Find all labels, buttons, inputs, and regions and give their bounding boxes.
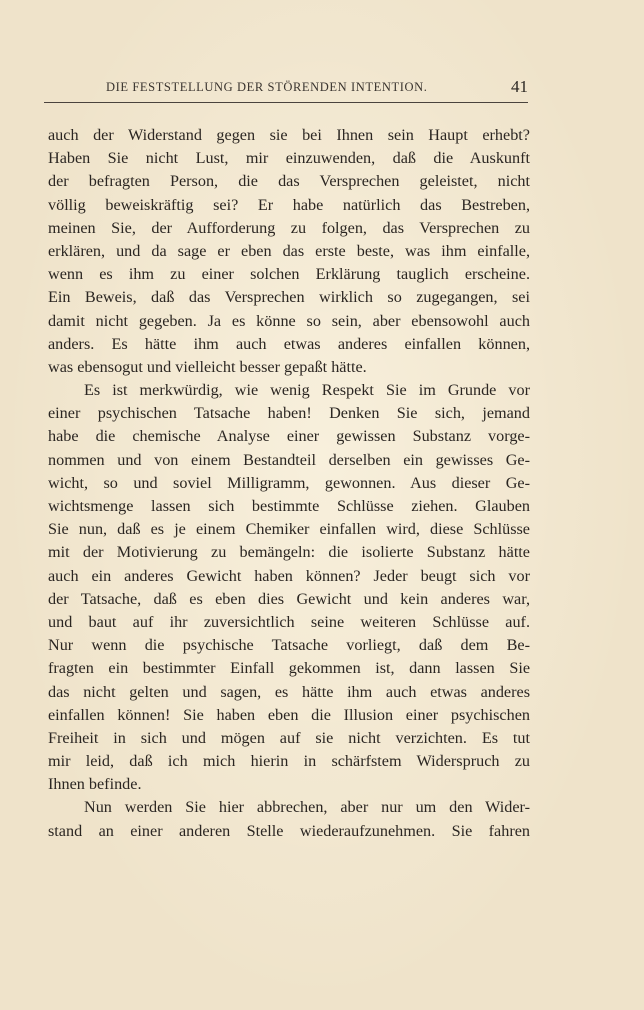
text-line: und baut auf ihr zuversichtlich seine weiteren Schlüsse auf.: [48, 612, 530, 631]
text-line: stand an einer anderen Stelle wiederaufzunehmen. Sie fahren: [48, 821, 530, 840]
text-line: auch ein anderes Gewicht haben können? Jeder beugt sich vor: [48, 566, 530, 585]
text-line: meinen Sie, der Aufforderung zu folgen, das Versprechen zu: [48, 218, 530, 237]
text-line: wicht, so und soviel Milligramm, gewonnen. Aus dieser Ge-: [48, 473, 530, 492]
text-line: der befragten Person, die das Versprechen geleistet, nicht: [48, 172, 530, 191]
text-line: Ein Beweis, daß das Versprechen wirklich so zugegangen, sei: [48, 288, 530, 307]
text-line: völlig beweiskräftig sei? Er habe natürlich das Bestreben,: [48, 195, 530, 214]
text-line: fragten ein bestimmter Einfall gekommen ist, dann lassen Sie: [48, 659, 530, 678]
text-line: einfallen können! Sie haben eben die Illusion einer psychischen: [48, 705, 530, 724]
text-line: mit der Motivierung zu bemängeln: die isolierte Substanz hätte: [48, 543, 530, 562]
text-line: habe die chemische Analyse einer gewissen Substanz vorge-: [48, 427, 530, 446]
text-line: wenn es ihm zu einer solchen Erklärung tauglich erscheine.: [48, 265, 530, 284]
running-head: DIE FESTSTELLUNG DER STÖRENDEN INTENTION.: [106, 80, 428, 94]
text-line: mir leid, daß ich mich hierin in schärfstem Widerspruch zu: [48, 752, 530, 771]
text-line: anders. Es hätte ihm auch etwas anderes einfallen können,: [48, 334, 530, 353]
text-line: Nun werden Sie hier abbrechen, aber nur um den Wider-: [84, 798, 530, 817]
body-text: [48, 124, 530, 843]
page-number: 41: [511, 77, 528, 96]
text-line: erklären, und da sage er eben das erste beste, was ihm einfalle,: [48, 241, 530, 260]
text-line: das nicht gelten und sagen, es hätte ihm auch etwas anderes: [48, 682, 530, 701]
text-line: einer psychischen Tatsache haben! Denken Sie sich, jemand: [48, 404, 530, 423]
text-line: Es ist merkwürdig, wie wenig Respekt Sie im Grunde vor: [84, 381, 530, 400]
text-line: auch der Widerstand gegen sie bei Ihnen sein Haupt erhebt?: [48, 126, 530, 144]
text-line: Ihnen befinde.: [48, 775, 142, 794]
text-line: nommen und von einem Bestandteil derselben ein gewisses Ge-: [48, 450, 530, 469]
text-line: was ebensogut und vielleicht besser gepaßt hätte.: [48, 357, 367, 376]
text-line: Haben Sie nicht Lust, mir einzuwenden, daß die Auskunft: [48, 149, 530, 168]
text-line: damit nicht gegeben. Ja es könne so sein, aber ebensowohl auch: [48, 311, 530, 330]
text-line: Nur wenn die psychische Tatsache vorliegt, daß dem Be-: [48, 636, 530, 655]
text-line: wichtsmenge lassen sich bestimmte Schlüsse ziehen. Glauben: [48, 497, 530, 515]
text-line: Sie nun, daß es je einem Chemiker einfallen wird, diese Schlüsse: [48, 520, 530, 539]
text-line: der Tatsache, daß es eben dies Gewicht und kein anderes war,: [48, 589, 530, 608]
page-header: [44, 76, 528, 103]
text-line: Freiheit in sich und mögen auf sie nicht verzichten. Es tut: [48, 728, 530, 747]
